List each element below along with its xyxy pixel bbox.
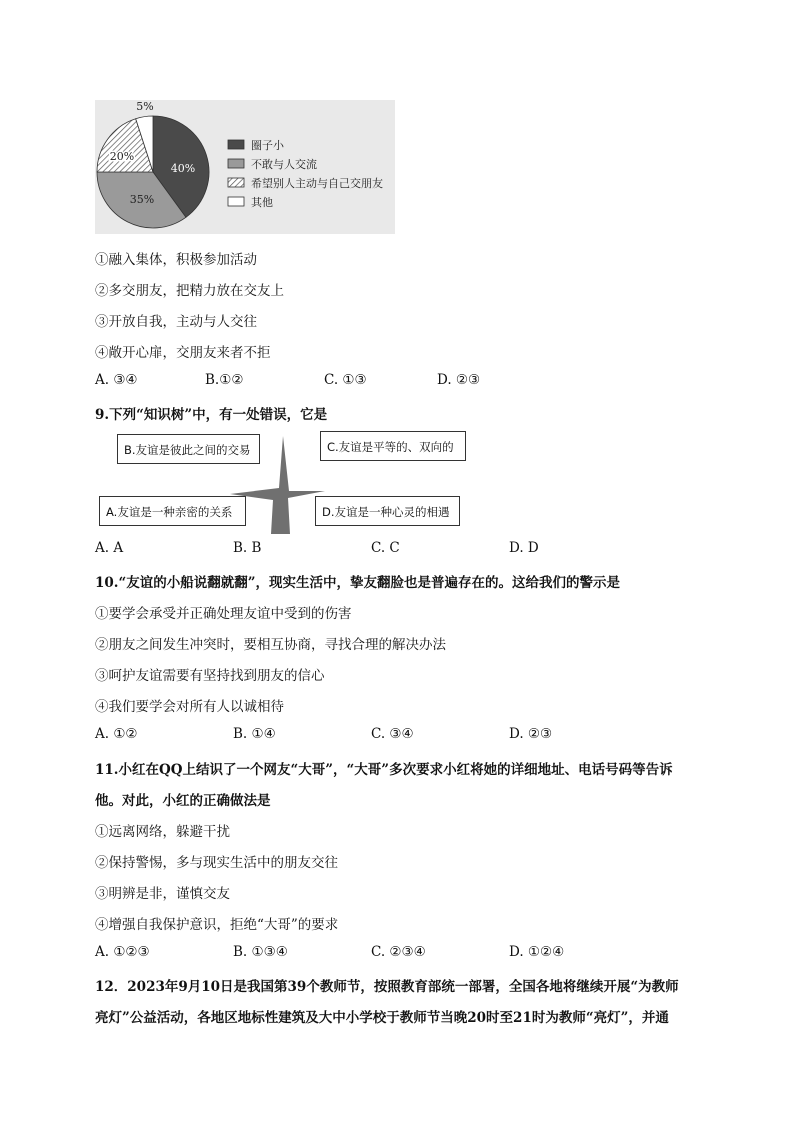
q10-item-4: ④我们要学会对所有人以诚相待: [95, 699, 284, 715]
pie-chart-figure: [95, 100, 395, 234]
q11-item-4: ④增强自我保护意识，拒绝“大哥”的要求: [95, 917, 339, 933]
q8-option-d[interactable]: D. ②③: [437, 372, 481, 388]
pie-slice-label-2: 35%: [129, 193, 155, 206]
q12-stem-line1: 12．2023年9月10日是我国第39个教师节，按照教育部统一部署，全国各地将继续开展“为教师: [95, 979, 679, 995]
q10-option-b[interactable]: B. ①④: [233, 726, 276, 742]
legend-swatch-3: [228, 178, 244, 187]
q11-item-3: ③明辨是非，谨慎交友: [95, 886, 230, 902]
q11-stem-line1: 11.小红在QQ上结识了一个网友“大哥”，“大哥”多次要求小红将她的详细地址、电话号码等告诉: [95, 762, 673, 778]
legend-label-1: 圈子小: [251, 139, 284, 152]
q8-item-4: ④敞开心扉，交朋友来者不拒: [95, 345, 271, 361]
q8-option-c[interactable]: C. ①③: [324, 372, 367, 388]
tree-box-d: D.友谊是一种心灵的相遇: [315, 496, 460, 526]
legend-swatch-1: [228, 140, 244, 149]
q9-option-b[interactable]: B. B: [233, 540, 262, 556]
q11-option-c[interactable]: C. ②③④: [371, 944, 426, 960]
pie-slice-label-1: 40%: [170, 162, 196, 175]
q8-option-b[interactable]: B.①②: [205, 372, 244, 388]
tree-box-b: B.友谊是彼此之间的交易: [117, 434, 260, 464]
q11-option-a[interactable]: A. ①②③: [95, 944, 150, 960]
q10-option-d[interactable]: D. ②③: [509, 726, 553, 742]
q10-option-c[interactable]: C. ③④: [371, 726, 414, 742]
q9-option-c[interactable]: C. C: [371, 540, 400, 556]
q10-item-1: ①要学会承受并正确处理友谊中受到的伤害: [95, 606, 352, 622]
q10-item-3: ③呵护友谊需要有坚持找到朋友的信心: [95, 668, 325, 684]
q9-option-d[interactable]: D. D: [509, 540, 539, 556]
legend-swatch-2: [228, 159, 244, 168]
q9-stem: 9.下列“知识树”中，有一处错误，它是: [95, 407, 328, 423]
q11-stem-line2: 他。对此，小红的正确做法是: [95, 793, 271, 809]
legend-label-3: 希望别人主动与自己交朋友: [251, 177, 383, 190]
legend-label-4: 其他: [251, 196, 273, 209]
q10-stem: 10.“友谊的小船说翻就翻”，现实生活中，挚友翻脸也是普遍存在的。这给我们的警示是: [95, 575, 621, 591]
pie-chart: [95, 100, 395, 234]
q8-item-1: ①融入集体，积极参加活动: [95, 252, 257, 268]
q11-option-b[interactable]: B. ①③④: [233, 944, 288, 960]
q10-option-a[interactable]: A. ①②: [95, 726, 138, 742]
q8-item-2: ②多交朋友，把精力放在交友上: [95, 283, 284, 299]
q11-option-d[interactable]: D. ①②④: [509, 944, 565, 960]
pie-slice-label-3: 20%: [109, 150, 135, 163]
tree-box-a: A.友谊是一种亲密的关系: [99, 496, 246, 526]
q11-item-2: ②保持警惕，多与现实生活中的朋友交往: [95, 855, 338, 871]
q11-item-1: ①远离网络，躲避干扰: [95, 824, 230, 840]
legend-swatch-4: [228, 197, 244, 206]
q8-item-3: ③开放自我，主动与人交往: [95, 314, 257, 330]
q9-option-a[interactable]: A. A: [95, 540, 124, 556]
tree-box-c: C.友谊是平等的、双向的: [320, 431, 466, 461]
q8-option-a[interactable]: A. ③④: [95, 372, 138, 388]
q12-stem-line2: 亮灯”公益活动，各地区地标性建筑及大中小学校于教师节当晚20时至21时为教师“亮灯”，并通: [95, 1010, 669, 1026]
pie-slice-label-4: 5%: [136, 100, 154, 113]
q10-item-2: ②朋友之间发生冲突时，要相互协商，寻找合理的解决办法: [95, 637, 446, 653]
legend-label-2: 不敢与人交流: [251, 158, 317, 171]
